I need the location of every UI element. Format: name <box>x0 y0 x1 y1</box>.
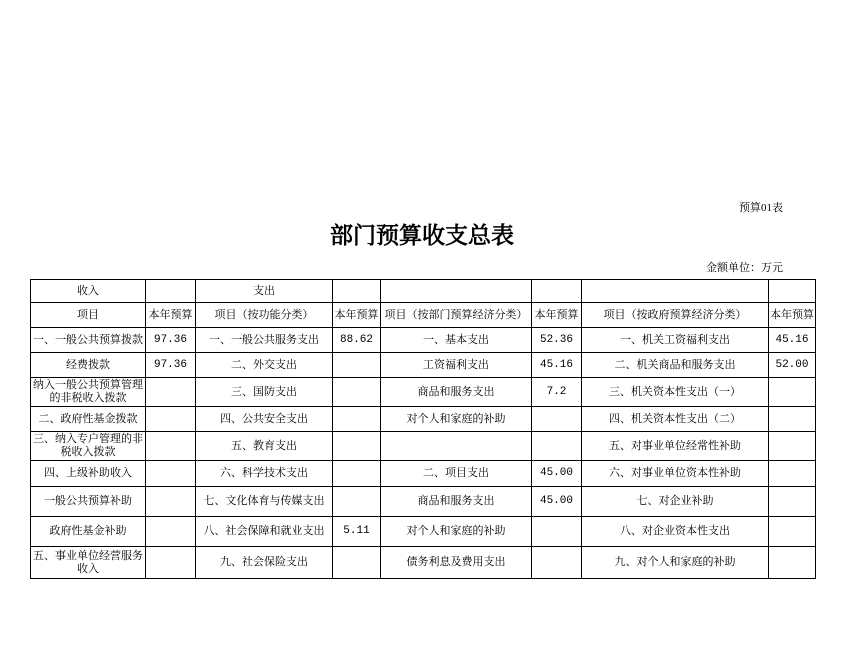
income-item-cell: 纳入一般公共预算管理的非税收入拨款 <box>31 378 146 407</box>
table-row <box>31 378 816 407</box>
gov-econ-item-cell: 九、对个人和家庭的补助 <box>582 547 769 579</box>
function-item-cell: 七、文化体育与传媒支出 <box>196 487 333 517</box>
function-amount-cell <box>333 547 381 579</box>
gov-econ-amount-cell <box>769 547 816 579</box>
gov-econ-item-cell: 五、对事业单位经常性补助 <box>582 432 769 461</box>
table-row <box>31 407 816 432</box>
group-header-blank <box>381 280 532 303</box>
function-amount-cell <box>333 432 381 461</box>
table-row <box>31 517 816 547</box>
dept-econ-class-header: 项目（按部门预算经济分类） <box>381 303 532 328</box>
gov-econ-amount-cell <box>769 407 816 432</box>
function-amount-cell <box>333 378 381 407</box>
gov-econ-item-cell: 七、对企业补助 <box>582 487 769 517</box>
income-amount-cell <box>146 517 196 547</box>
income-amount-header: 本年预算 <box>146 303 196 328</box>
dept-econ-amount-cell: 45.16 <box>532 353 582 378</box>
gov-econ-item-cell: 一、机关工资福利支出 <box>582 328 769 353</box>
group-header-blank <box>532 280 582 303</box>
column-header-row <box>31 303 816 328</box>
income-item-cell: 五、事业单位经营服务收入 <box>31 547 146 579</box>
function-item-cell: 四、公共安全支出 <box>196 407 333 432</box>
income-amount-cell <box>146 487 196 517</box>
budget-table <box>30 279 816 579</box>
budget-table-body <box>31 280 816 579</box>
dept-econ-amount-cell: 52.36 <box>532 328 582 353</box>
gov-econ-item-cell: 三、机关资本性支出（一） <box>582 378 769 407</box>
income-item-cell: 政府性基金补助 <box>31 517 146 547</box>
gov-econ-item-cell: 四、机关资本性支出（二） <box>582 407 769 432</box>
gov-econ-amount-cell: 52.00 <box>769 353 816 378</box>
gov-econ-item-cell: 八、对企业资本性支出 <box>582 517 769 547</box>
table-row <box>31 328 816 353</box>
function-item-cell: 六、科学技术支出 <box>196 461 333 487</box>
function-amount-cell <box>333 487 381 517</box>
dept-econ-amount-cell: 45.00 <box>532 461 582 487</box>
gov-econ-amount-cell <box>769 432 816 461</box>
income-item-cell: 一、一般公共预算拨款 <box>31 328 146 353</box>
group-header-blank <box>582 280 769 303</box>
function-amount-cell <box>333 353 381 378</box>
income-amount-cell <box>146 461 196 487</box>
function-amount-header: 本年预算 <box>333 303 381 328</box>
dept-econ-amount-cell <box>532 517 582 547</box>
gov-econ-amount-cell <box>769 461 816 487</box>
table-row <box>31 461 816 487</box>
income-amount-cell: 97.36 <box>146 353 196 378</box>
dept-econ-amount-cell <box>532 547 582 579</box>
function-item-cell: 三、国防支出 <box>196 378 333 407</box>
dept-econ-item-cell: 债务利息及费用支出 <box>381 547 532 579</box>
dept-econ-item-cell: 对个人和家庭的补助 <box>381 517 532 547</box>
group-header-blank <box>333 280 381 303</box>
function-item-cell: 五、教育支出 <box>196 432 333 461</box>
income-amount-cell <box>146 547 196 579</box>
table-row <box>31 547 816 579</box>
dept-econ-item-cell <box>381 432 532 461</box>
income-item-cell: 三、纳入专户管理的非税收入拨款 <box>31 432 146 461</box>
gov-econ-amount-header: 本年预算 <box>769 303 816 328</box>
gov-econ-amount-cell <box>769 517 816 547</box>
income-item-cell: 二、政府性基金拨款 <box>31 407 146 432</box>
income-group-header: 收入 <box>31 280 146 303</box>
table-row <box>31 432 816 461</box>
dept-econ-item-cell: 商品和服务支出 <box>381 487 532 517</box>
table-row <box>31 353 816 378</box>
dept-econ-amount-cell: 7.2 <box>532 378 582 407</box>
income-item-cell: 一般公共预算补助 <box>31 487 146 517</box>
dept-econ-amount-cell: 45.00 <box>532 487 582 517</box>
function-item-cell: 八、社会保障和就业支出 <box>196 517 333 547</box>
gov-econ-amount-cell <box>769 378 816 407</box>
form-code: 预算01表 <box>739 202 783 214</box>
page-title: 部门预算收支总表 <box>330 223 514 248</box>
income-amount-cell <box>146 407 196 432</box>
income-amount-cell: 97.36 <box>146 328 196 353</box>
function-item-cell: 一、一般公共服务支出 <box>196 328 333 353</box>
function-amount-cell <box>333 407 381 432</box>
gov-econ-amount-cell: 45.16 <box>769 328 816 353</box>
expenditure-group-header: 支出 <box>196 280 333 303</box>
gov-econ-amount-cell <box>769 487 816 517</box>
dept-econ-item-cell: 对个人和家庭的补助 <box>381 407 532 432</box>
income-amount-cell <box>146 432 196 461</box>
gov-econ-item-cell: 六、对事业单位资本性补助 <box>582 461 769 487</box>
function-item-cell: 二、外交支出 <box>196 353 333 378</box>
group-header-blank <box>146 280 196 303</box>
income-item-header: 项目 <box>31 303 146 328</box>
dept-econ-item-cell: 商品和服务支出 <box>381 378 532 407</box>
function-item-cell: 九、社会保险支出 <box>196 547 333 579</box>
income-item-cell: 四、上级补助收入 <box>31 461 146 487</box>
dept-econ-item-cell: 一、基本支出 <box>381 328 532 353</box>
income-item-cell: 经费拨款 <box>31 353 146 378</box>
function-class-header: 项目（按功能分类） <box>196 303 333 328</box>
amount-unit-label: 金额单位：万元 <box>706 262 783 274</box>
dept-econ-amount-header: 本年预算 <box>532 303 582 328</box>
function-amount-cell: 88.62 <box>333 328 381 353</box>
group-header-blank <box>769 280 816 303</box>
group-header-row <box>31 280 816 303</box>
table-row <box>31 487 816 517</box>
gov-econ-class-header: 项目（按政府预算经济分类） <box>582 303 769 328</box>
gov-econ-item-cell: 二、机关商品和服务支出 <box>582 353 769 378</box>
dept-econ-item-cell: 二、项目支出 <box>381 461 532 487</box>
dept-econ-item-cell: 工资福利支出 <box>381 353 532 378</box>
dept-econ-amount-cell <box>532 432 582 461</box>
income-amount-cell <box>146 378 196 407</box>
function-amount-cell: 5.11 <box>333 517 381 547</box>
dept-econ-amount-cell <box>532 407 582 432</box>
function-amount-cell <box>333 461 381 487</box>
